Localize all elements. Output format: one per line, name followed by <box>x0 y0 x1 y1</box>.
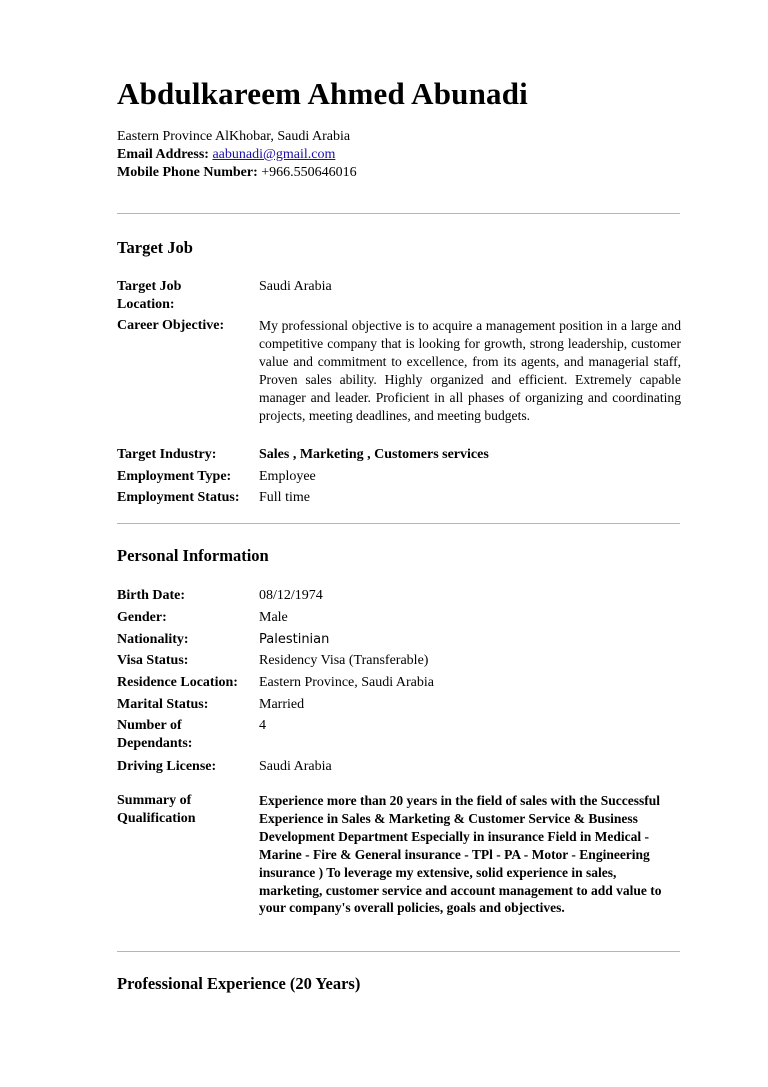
birth-date-label: Birth Date: <box>117 588 186 603</box>
target-industry-value: Sales , Marketing , Customers services <box>259 447 489 462</box>
email-link[interactable]: aabunadi@gmail.com <box>212 147 336 162</box>
target-industry-label: Target Industry: <box>117 447 217 462</box>
target-job-location-value: Saudi Arabia <box>259 279 332 294</box>
phone-number: +966.550646016 <box>261 165 357 180</box>
marital-status-value: Married <box>259 697 305 712</box>
dependants-value: 4 <box>259 718 266 733</box>
personal-information-heading: Personal Information <box>117 546 269 565</box>
dependants-label: Number of Dependants: <box>117 718 193 751</box>
driving-license-label: Driving License: <box>117 759 217 774</box>
residence-location-value: Eastern Province, Saudi Arabia <box>259 675 434 690</box>
career-objective-label: Career Objective: <box>117 318 225 333</box>
email-label: Email Address: <box>117 147 209 162</box>
employment-type-value: Employee <box>259 469 316 484</box>
employment-status-value: Full time <box>259 490 310 505</box>
divider <box>117 951 680 952</box>
address-line: Eastern Province AlKhobar, Saudi Arabia <box>117 129 351 144</box>
visa-status-label: Visa Status: <box>117 653 189 668</box>
nationality-label: Nationality: <box>117 632 189 647</box>
target-job-heading: Target Job <box>117 238 193 257</box>
gender-label: Gender: <box>117 610 167 625</box>
summary-label: Summary of Qualification <box>117 793 196 826</box>
employment-type-label: Employment Type: <box>117 469 232 484</box>
contact-block <box>117 128 357 182</box>
phone-label: Mobile Phone Number: <box>117 165 258 180</box>
gender-value: Male <box>259 610 288 625</box>
phone-line <box>117 164 357 182</box>
target-job-location-label: Target Job Location: <box>117 279 182 312</box>
visa-status-value: Residency Visa (Transferable) <box>259 653 429 668</box>
email-line <box>117 146 357 164</box>
nationality-value: Palestinian <box>259 632 330 647</box>
driving-license-value: Saudi Arabia <box>259 759 332 774</box>
employment-status-label: Employment Status: <box>117 490 240 505</box>
summary-value: Experience more than 20 years in the field of sales with the Successful Experience in Sales & Marketing & Customer Service & Business Development Department Especially in insurance Field in Medical - Marine - Fire & General insurance - TPl - PA - Motor - Engineering insurance ) To leverage my extensive, solid experience in sales, marketing, customer service and account management to add value to your company's overall policies, goals and objectives. <box>259 793 662 916</box>
divider <box>117 523 680 524</box>
candidate-name: Abdulkareem Ahmed Abunadi <box>117 76 528 111</box>
birth-date-value: 08/12/1974 <box>259 588 323 603</box>
residence-location-label: Residence Location: <box>117 675 238 690</box>
divider <box>117 213 680 214</box>
marital-status-label: Marital Status: <box>117 697 209 712</box>
career-objective-value: My professional objective is to acquire a management position in a large and competitive company that is looking for growth, strong leadership, customer value and commitment to excellence, from its agents, and managerial staff, Proven sales ability. Highly organized and efficient. Extremely capable manager and leader. Proficient in all phases of organizing and coordinating projects, meeting deadlines, and meeting budgets. <box>259 318 681 423</box>
professional-experience-heading: Professional Experience (20 Years) <box>117 974 361 993</box>
